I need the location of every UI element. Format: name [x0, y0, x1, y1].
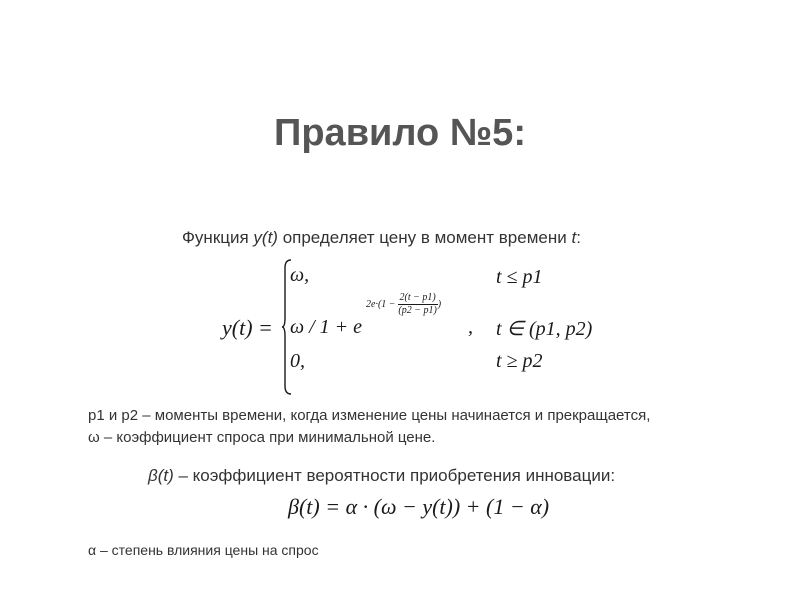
alpha-note: α – степень влияния цены на спрос: [88, 542, 319, 558]
case1-condition: t ≤ p1: [496, 266, 543, 288]
case2-value: ω / 1 + e: [290, 316, 363, 338]
intro-middle: определяет цену в момент времени: [277, 228, 572, 247]
case2-comma: ,: [468, 316, 473, 338]
intro-variable: t: [571, 228, 577, 247]
exponent-fraction: [398, 292, 438, 317]
note-line-1: p1 и p2 – моменты времени, когда изменение цены начинается и прекращается,: [88, 407, 651, 424]
slide-title: Правило №5:: [274, 112, 526, 154]
case1-value: ω,: [290, 264, 310, 286]
beta-text: – коэффициент вероятности приобретения инновации:: [173, 466, 616, 485]
beta-symbol: β(t): [148, 466, 174, 485]
case3-condition: t ≥ p2: [496, 350, 543, 372]
beta-description: [148, 466, 615, 486]
exponent-prefix: 2e·(1 −: [366, 298, 396, 310]
case2-condition: t ∈ (p1, p2): [496, 318, 593, 340]
exponent-numerator: 2(t − p1): [399, 292, 436, 303]
beta-formula: β(t) = α · (ω − y(t)) + (1 − α): [288, 494, 550, 519]
case3-value: 0,: [290, 350, 305, 372]
intro-function: y(t): [253, 228, 278, 247]
intro-after: :: [576, 228, 581, 247]
exponent-suffix: ): [437, 298, 442, 310]
exponent-denominator: (p2 − p1): [398, 305, 437, 316]
intro-text: [182, 228, 581, 248]
piecewise-formula: [220, 258, 640, 398]
intro-before: Функция: [182, 228, 254, 247]
parameter-notes: [88, 405, 650, 449]
formula-lhs: y(t) =: [222, 315, 273, 340]
case2-exponent: [366, 292, 441, 317]
note-line-2: ω – коэффициент спроса при минимальной цене.: [88, 429, 436, 446]
